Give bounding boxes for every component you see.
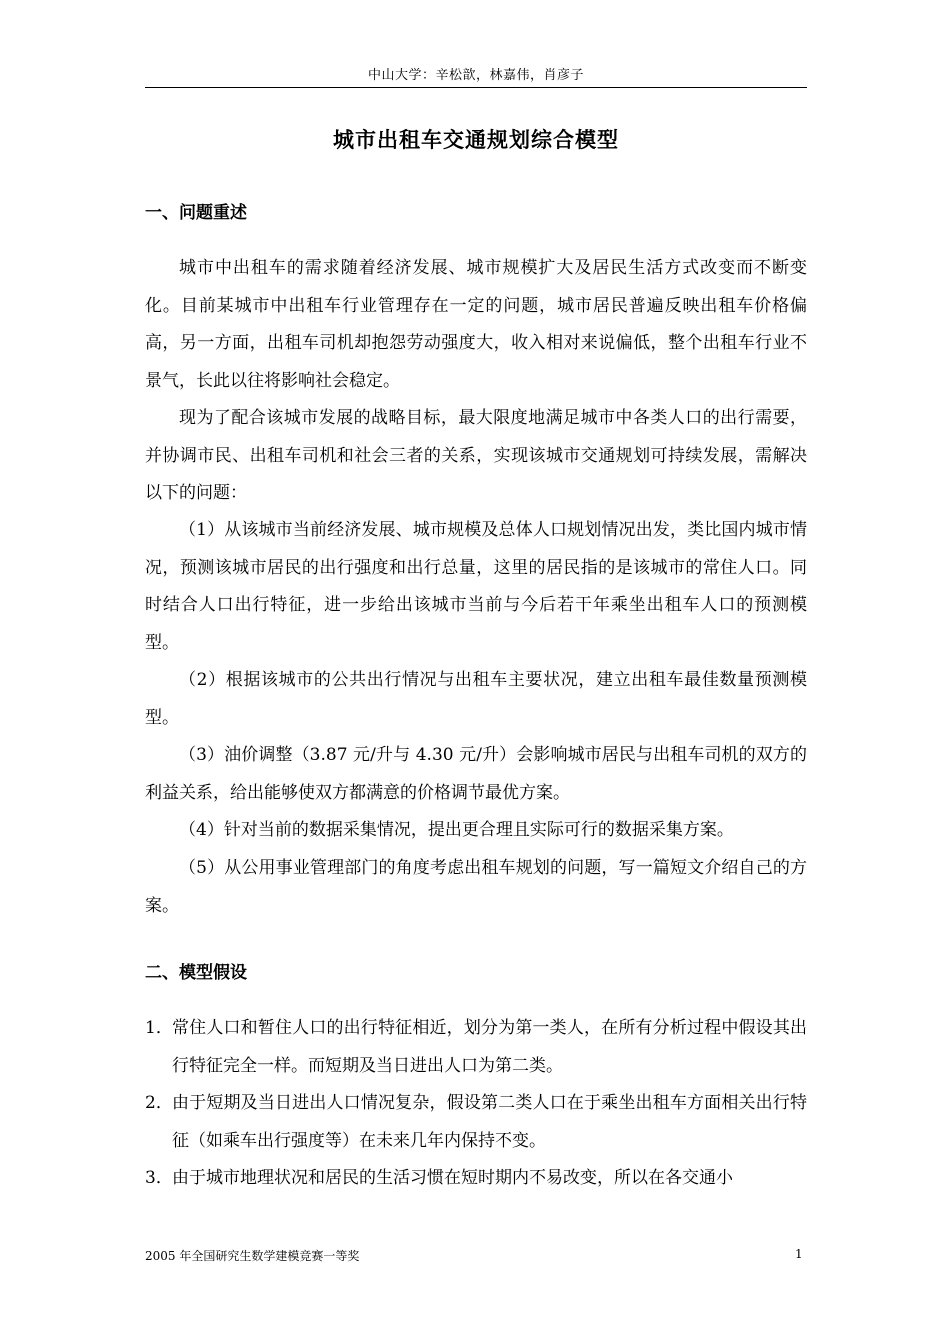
paragraph: （4）针对当前的数据采集情况，提出更合理且实际可行的数据采集方案。 bbox=[179, 820, 734, 840]
list-item-number: 3． bbox=[145, 1168, 173, 1188]
paragraph: （1）从该城市当前经济发展、城市规模及总体人口规划情况出发，类比国内城市情况，预测该城市居民的出行强度和出行总量，这里的居民指的是该城市的常住人口。同时结合人口出行特征，进一步给出该城市当前与今后若干年乘坐出租车人口的预测模型。 bbox=[145, 520, 807, 653]
paragraph: 城市中出租车的需求随着经济发展、城市规模扩大及居民生活方式改变而不断变化。目前某城市中出租车行业管理存在一定的问题，城市居民普遍反映出租车价格偏高，另一方面，出租车司机却抱怨劳动强度大，收入相对来说偏低，整个出租车行业不景气，长此以往将影响社会稳定。 bbox=[145, 258, 807, 391]
page-number: 1 bbox=[795, 1247, 803, 1261]
footer-award: 2005 年全国研究生数学建模竞赛一等奖 bbox=[145, 1249, 360, 1263]
running-header: 中山大学：辛松歆，林嘉伟，肖彦子 bbox=[367, 68, 584, 83]
list-item bbox=[145, 1160, 807, 1198]
list-item-text: 由于城市地理状况和居民的生活习惯在短时期内不易改变，所以在各交通小 bbox=[172, 1168, 733, 1188]
paragraph: （5）从公用事业管理部门的角度考虑出租车规划的问题，写一篇短文介绍自己的方案。 bbox=[145, 858, 807, 916]
list-item-number: 2． bbox=[145, 1093, 173, 1113]
list-item-number: 1． bbox=[145, 1018, 173, 1038]
paragraph: （3）油价调整（3.87 元/升与 4.30 元/升）会影响城市居民与出租车司机的双方的利益关系，给出能够使双方都满意的价格调节最优方案。 bbox=[145, 745, 807, 803]
list-item bbox=[145, 1085, 807, 1160]
header-rule bbox=[145, 87, 807, 88]
list-item bbox=[145, 1010, 807, 1085]
page-title: 城市出租车交通规划综合模型 bbox=[333, 127, 619, 152]
paragraph: （2）根据该城市的公共出行情况与出租车主要状况，建立出租车最佳数量预测模型。 bbox=[145, 670, 807, 728]
section-heading-problem: 一、问题重述 bbox=[145, 203, 247, 223]
paragraph: 现为了配合该城市发展的战略目标，最大限度地满足城市中各类人口的出行需要，并协调市民、出租车司机和社会三者的关系，实现该城市交通规划可持续发展，需解决以下的问题： bbox=[145, 408, 807, 503]
list-item-text: 由于短期及当日进出人口情况复杂，假设第二类人口在于乘坐出租车方面相关出行特征（如乘车出行强度等）在未来几年内保持不变。 bbox=[172, 1093, 807, 1151]
list-item-text: 常住人口和暂住人口的出行特征相近，划分为第一类人，在所有分析过程中假设其出行特征完全一样。而短期及当日进出人口为第二类。 bbox=[172, 1018, 807, 1076]
section-heading-assumptions: 二、模型假设 bbox=[145, 963, 247, 983]
